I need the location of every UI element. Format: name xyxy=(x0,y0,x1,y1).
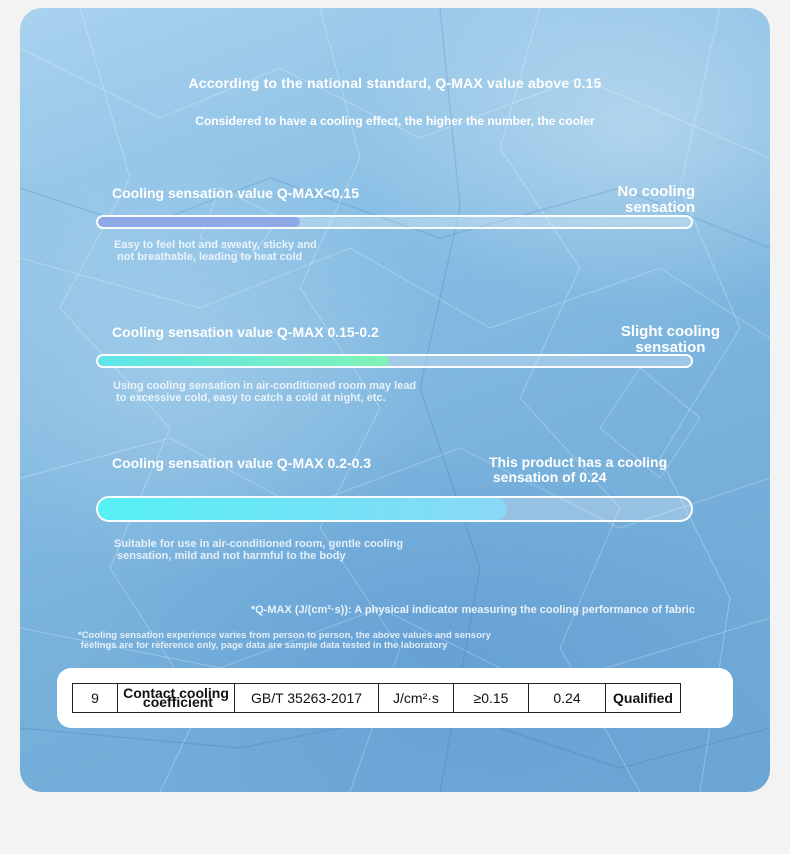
disclaimer-note: *Cooling sensation experience varies from person to person, the above values and sensory feelings are for reference only, page data are sample data tested in the laboratory xyxy=(78,630,491,651)
level2-bar xyxy=(96,354,693,368)
item-number-cell: 9 xyxy=(73,684,118,713)
level3-bar-fill xyxy=(98,498,507,520)
level3-description: Suitable for use in air-conditioned room, gentle cooling sensation, mild and not harmful to the body xyxy=(114,538,404,562)
level1-description: Easy to feel hot and sweaty, sticky and not breathable, leading to heat cold xyxy=(114,239,317,263)
item-name-cell: Contact cooling coefficient xyxy=(118,684,235,713)
level1-bar xyxy=(96,215,693,229)
standard-subheading: Considered to have a cooling effect, the higher the number, the cooler xyxy=(195,114,595,128)
standard-cell: GB/T 35263-2017 xyxy=(235,684,379,713)
level2-bar-fill xyxy=(98,356,389,366)
requirement-cell: ≥0.15 xyxy=(454,684,529,713)
info-card xyxy=(20,8,770,792)
level2-description: Using cooling sensation in air-conditioned room may lead to excessive cold, easy to catch a cold at night, etc. xyxy=(113,380,417,404)
level1-result: No cooling sensation xyxy=(617,183,695,216)
verdict-cell: Qualified xyxy=(606,684,681,713)
unit-cell: J/cm²·s xyxy=(379,684,454,713)
result-value-cell: 0.24 xyxy=(529,684,606,713)
qmax-definition-note: *Q-MAX (J/(cm²·s)): A physical indicator measuring the cooling performance of fabric xyxy=(250,604,695,616)
level1-label: Cooling sensation value Q-MAX<0.15 xyxy=(112,185,360,201)
level2-label: Cooling sensation value Q-MAX 0.15-0.2 xyxy=(112,324,379,340)
standard-heading: According to the national standard, Q-MAX value above 0.15 xyxy=(188,75,602,91)
spec-table xyxy=(72,683,681,713)
level2-result: Slight cooling sensation xyxy=(620,323,720,356)
level3-label: Cooling sensation value Q-MAX 0.2-0.3 xyxy=(112,455,372,471)
level3-result: This product has a cooling sensation of 0.24 xyxy=(489,454,668,485)
table-row xyxy=(73,684,681,713)
level1-bar-fill xyxy=(98,217,300,227)
level3-bar xyxy=(96,496,693,522)
spec-table-panel xyxy=(57,668,733,728)
